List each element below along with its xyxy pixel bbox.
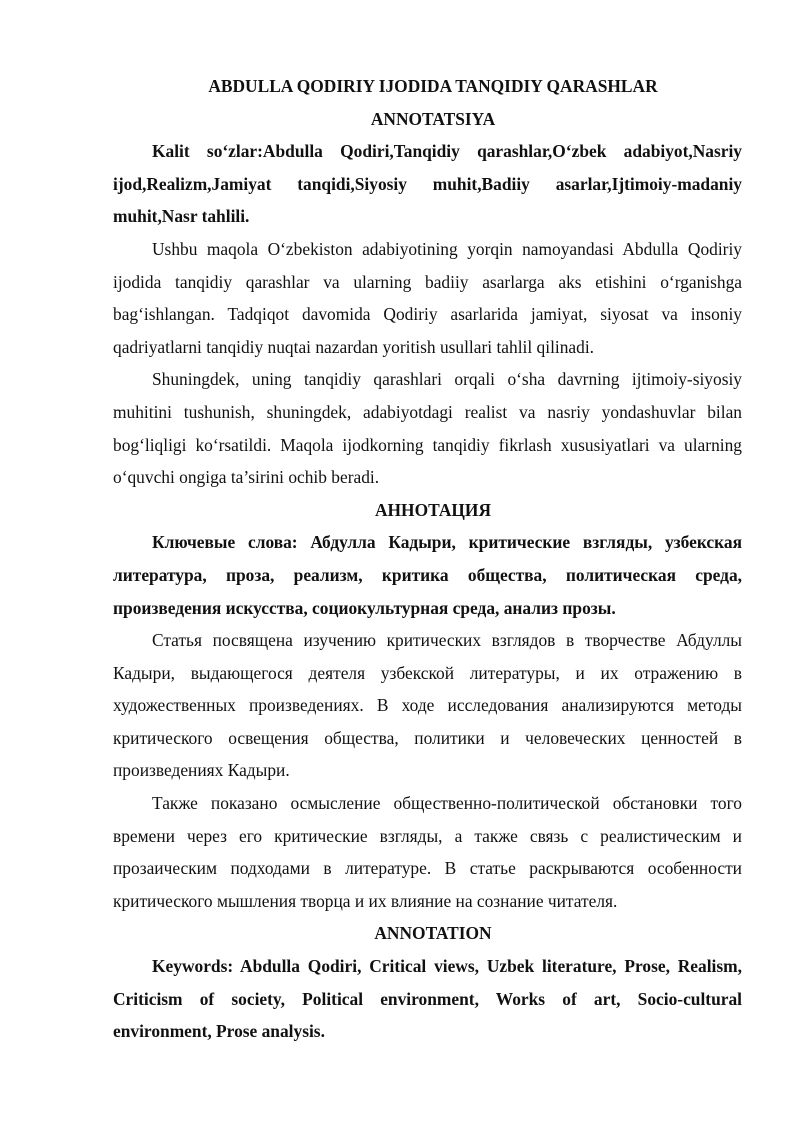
uz-annotation-heading: ANNOTATSIYA	[370, 108, 496, 129]
ru-paragraph-1: Статья посвящена изучению критических взглядов в творчестве Абдуллы Кадыри, выдающегося деятеля узбекской литературы, и их отражению в художественных произведениях. В ходе исследования анализируются методы критического освещения общества, политики и человеческих ценностей в произведениях Кадыри.	[113, 630, 742, 781]
en-keywords: Keywords: Abdulla Qodiri, Critical views, Uzbek literature, Prose, Realism, Criticism of society, Political environment, Works of art, Socio-cultural environment, Prose analysis.	[113, 956, 742, 1042]
ru-paragraph-2: Также показано осмысление общественно-политической обстановки того времени через его критические взгляды, а также связь с реалистическим и прозаическим подходами в литературе. В статье раскрываются особенности критического мышления творца и их влияние на сознание читателя.	[113, 793, 742, 911]
en-annotation-heading: ANNOTATION	[374, 923, 492, 944]
document-title: ABDULLA QODIRIY IJODIDA TANQIDIY QARASHLAR	[208, 76, 658, 96]
uz-paragraph-1: Ushbu maqola O‘zbekiston adabiyotining yorqin namoyandasi Abdulla Qodiriy ijodida tanqidiy qarashlar va ularning badiiy asarlarga aks etishini o‘rganishga bag‘ishlangan. Tadqiqot davomida Qodiriy asarlarida jamiyat, siyosat va insoniy qadriyatlarni tanqidiy nuqtai nazardan yoritish usullari tahlil qilinadi.	[113, 238, 742, 357]
uz-keywords: Kalit so‘zlar:Abdulla Qodiri,Tanqidiy qarashlar,O‘zbek adabiyot,Nasriy ijod,Realizm,Jamiyat tanqidi,Siyosiy muhit,Badiiy asarlar,Ijtimoiy-madaniy muhit,Nasr tahlili.	[113, 141, 742, 227]
ru-keywords: Ключевые слова: Абдулла Кадыри, критические взгляды, узбекская литература, проза, реализм, критика общества, политическая среда, произведения искусства, социокультурная среда, анализ прозы.	[113, 532, 742, 618]
ru-annotation-heading: АННОТАЦИЯ	[374, 499, 492, 520]
uz-paragraph-2: Shuningdek, uning tanqidiy qarashlari orqali o‘sha davrning ijtimoiy-siyosiy muhitini tushunish, shuningdek, adabiyotdagi realist va nasriy yondashuvlar bilan bog‘liqligi ko‘rsatildi. Maqola ijodkorning tanqidiy fikrlash xususiyatlari va ularning o‘quvchi ongiga ta’sirini ochib beradi.	[113, 369, 742, 488]
document-page	[113, 70, 742, 1048]
